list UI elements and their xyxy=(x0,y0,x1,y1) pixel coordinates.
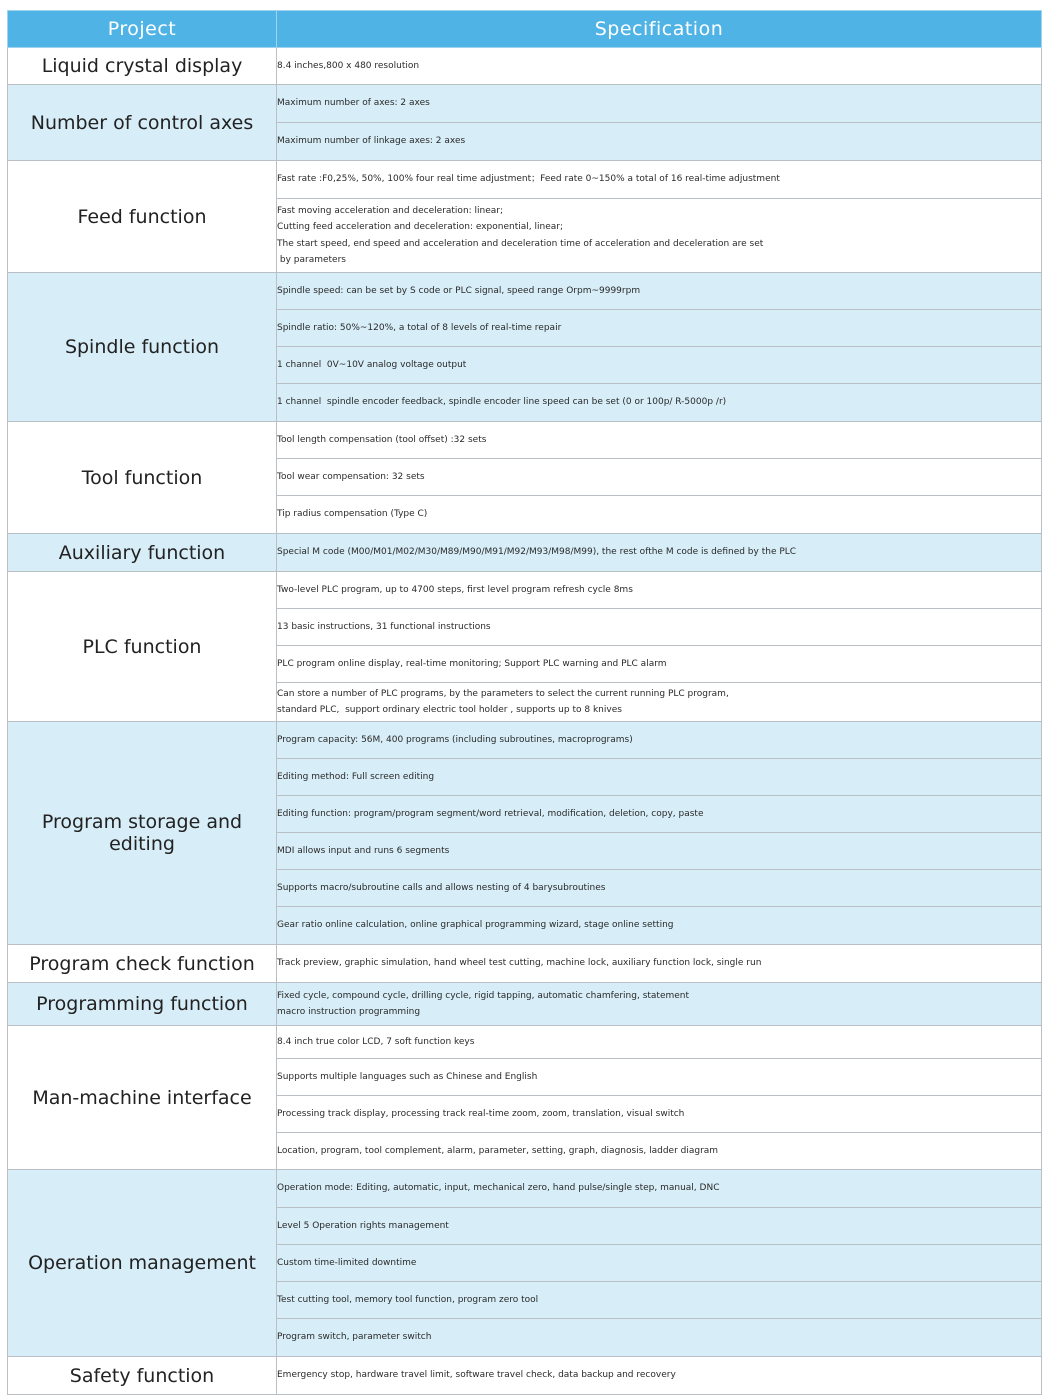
specification-cell xyxy=(277,572,1042,609)
specification-cell xyxy=(277,722,1042,759)
specification-line: Editing method: Full screen editing xyxy=(277,771,435,782)
specification-line: Spindle ratio: 50%~120%, a total of 8 levels of real-time repair xyxy=(277,322,562,333)
project-cell: Programming function xyxy=(8,983,277,1026)
specification-line: Program capacity: 56M, 400 programs (including subroutines, macroprograms) xyxy=(277,734,633,745)
project-cell: Program storage and editing xyxy=(8,722,277,945)
table-body xyxy=(8,48,1042,1395)
specification-line: 8.4 inch true color LCD, 7 soft function keys xyxy=(277,1036,475,1047)
specification-line: MDI allows input and runs 6 segments xyxy=(277,845,450,856)
project-cell: Liquid crystal display xyxy=(8,48,277,85)
table-row xyxy=(8,85,1042,123)
specification-line: Spindle speed: can be set by S code or PLC signal, speed range Orpm~9999rpm xyxy=(277,285,641,296)
specification-cell xyxy=(277,123,1042,161)
specification-line: Gear ratio online calculation, online graphical programming wizard, stage online setting xyxy=(277,920,674,931)
specification-cell xyxy=(277,1133,1042,1170)
specification-line: Maximum number of linkage axes: 2 axes xyxy=(277,136,466,147)
specification-line: 8.4 inches,800 x 480 resolution xyxy=(277,60,420,71)
table-row xyxy=(8,422,1042,459)
specification-line: Test cutting tool, memory tool function, program zero tool xyxy=(277,1294,539,1305)
specification-line: standard PLC, support ordinary electric tool holder , supports up to 8 knives xyxy=(277,705,622,715)
project-cell: Man-machine interface xyxy=(8,1026,277,1170)
specification-line: PLC program online display, real-time monitoring; Support PLC warning and PLC alarm xyxy=(277,658,667,669)
specification-cell xyxy=(277,1357,1042,1395)
specification-line: Location, program, tool complement, alarm, parameter, setting, graph, diagnosis, ladder diagram xyxy=(277,1145,719,1156)
specification-line: Level 5 Operation rights management xyxy=(277,1220,449,1231)
specification-line: Supports macro/subroutine calls and allows nesting of 4 barysubroutines xyxy=(277,882,606,893)
specification-cell xyxy=(277,199,1042,273)
project-cell: Feed function xyxy=(8,161,277,273)
table-row xyxy=(8,161,1042,199)
specification-cell xyxy=(277,1096,1042,1133)
specification-cell xyxy=(277,161,1042,199)
specification-line: Fixed cycle, compound cycle, drilling cycle, rigid tapping, automatic chamfering, statement xyxy=(277,990,690,1001)
specification-line: Fast moving acceleration and deceleration: linear; xyxy=(277,205,504,216)
table-row xyxy=(8,983,1042,1026)
specification-line: Processing track display, processing track real-time zoom, zoom, translation, visual switch xyxy=(277,1108,685,1119)
specification-line: Cutting feed acceleration and deceleration: exponential, linear; xyxy=(277,222,563,232)
specification-line: Tip radius compensation (Type C) xyxy=(277,509,428,520)
specification-cell xyxy=(277,496,1042,534)
specification-line: Two-level PLC program, up to 4700 steps, first level program refresh cycle 8ms xyxy=(277,584,633,595)
specification-line: by parameters xyxy=(277,255,346,265)
specification-cell xyxy=(277,48,1042,85)
table-row xyxy=(8,273,1042,310)
table-row xyxy=(8,572,1042,609)
specification-cell xyxy=(277,422,1042,459)
specification-table xyxy=(7,10,1042,1395)
project-cell: Auxiliary function xyxy=(8,534,277,572)
table-row xyxy=(8,534,1042,572)
specification-cell xyxy=(277,1282,1042,1319)
specification-cell xyxy=(277,870,1042,907)
specification-line: Can store a number of PLC programs, by the parameters to select the current running PLC program, xyxy=(277,688,729,699)
specification-line: Special M code (M00/M01/M02/M30/M89/M90/M91/M92/M93/M98/M99), the rest ofthe M code is defined by the PLC xyxy=(277,547,797,558)
specification-line: Editing function: program/program segment/word retrieval, modification, deletion, copy, paste xyxy=(277,808,704,819)
specification-line: Fast rate :F0,25%, 50%, 100% four real time adjustment；Feed rate 0~150% a total of 16 real-time adjustment xyxy=(277,174,780,185)
project-cell: Number of control axes xyxy=(8,85,277,161)
specification-cell xyxy=(277,384,1042,422)
table-row xyxy=(8,48,1042,85)
project-cell: Spindle function xyxy=(8,273,277,422)
project-cell: Safety function xyxy=(8,1357,277,1395)
specification-line: 1 channel spindle encoder feedback, spindle encoder line speed can be set (0 or 100p/ R-5000p /r) xyxy=(277,397,727,408)
specification-line: Maximum number of axes: 2 axes xyxy=(277,98,430,109)
specification-cell xyxy=(277,1059,1042,1096)
specification-cell xyxy=(277,1170,1042,1208)
project-cell: PLC function xyxy=(8,572,277,722)
specification-cell xyxy=(277,796,1042,833)
specification-line: 13 basic instructions, 31 functional instructions xyxy=(277,621,491,632)
specification-line: Supports multiple languages such as Chinese and English xyxy=(277,1071,538,1082)
specification-cell xyxy=(277,85,1042,123)
specification-cell xyxy=(277,534,1042,572)
specification-cell xyxy=(277,310,1042,347)
specification-line: Operation mode: Editing, automatic, input, mechanical zero, hand pulse/single step, manual, DNC xyxy=(277,1183,720,1194)
specification-line: 1 channel 0V~10V analog voltage output xyxy=(277,359,467,370)
table-row xyxy=(8,1357,1042,1395)
table-row xyxy=(8,1170,1042,1208)
specification-cell xyxy=(277,459,1042,496)
table-row xyxy=(8,945,1042,983)
project-cell: Operation management xyxy=(8,1170,277,1357)
specification-cell xyxy=(277,1026,1042,1059)
specification-cell xyxy=(277,983,1042,1026)
specification-cell xyxy=(277,907,1042,945)
specification-cell xyxy=(277,609,1042,646)
header-project: Project xyxy=(8,11,277,48)
specification-cell xyxy=(277,683,1042,722)
specification-cell xyxy=(277,759,1042,796)
specification-line: macro instruction programming xyxy=(277,1007,421,1017)
table-row xyxy=(8,1026,1042,1059)
specification-cell xyxy=(277,1208,1042,1245)
header-specification: Specification xyxy=(277,11,1042,48)
specification-line: Program switch, parameter switch xyxy=(277,1332,432,1343)
specification-line: Track preview, graphic simulation, hand wheel test cutting, machine lock, auxiliary function lock, single run xyxy=(277,958,762,969)
specification-cell xyxy=(277,1319,1042,1357)
specification-cell xyxy=(277,833,1042,870)
specification-line: Custom time-limited downtime xyxy=(277,1257,417,1268)
specification-cell xyxy=(277,945,1042,983)
specification-line: Emergency stop, hardware travel limit, software travel check, data backup and recovery xyxy=(277,1370,676,1381)
specification-cell xyxy=(277,273,1042,310)
specification-cell xyxy=(277,347,1042,384)
table-row xyxy=(8,722,1042,759)
specification-cell xyxy=(277,1245,1042,1282)
specification-line: Tool wear compensation: 32 sets xyxy=(277,471,425,482)
specification-cell xyxy=(277,646,1042,683)
header-row xyxy=(8,11,1042,48)
project-cell: Program check function xyxy=(8,945,277,983)
specification-line: The start speed, end speed and acceleration and deceleration time of acceleration and deceleration are set xyxy=(277,238,764,249)
specification-line: Tool length compensation (tool offset) :32 sets xyxy=(277,434,487,445)
project-cell: Tool function xyxy=(8,422,277,534)
